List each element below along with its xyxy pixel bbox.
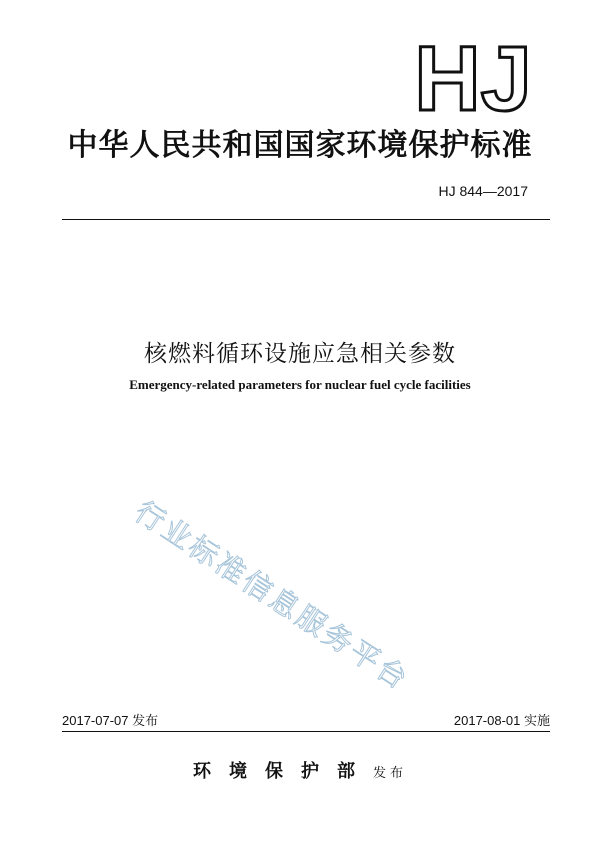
hj-logo — [408, 40, 538, 114]
bottom-divider — [62, 731, 550, 732]
publisher-suffix: 发布 — [372, 766, 407, 781]
top-divider — [62, 219, 550, 220]
hj-logo-graphic — [408, 40, 538, 114]
standard-number: HJ 844—2017 — [438, 183, 528, 199]
issue-date: 2017-07-07 发布 — [62, 713, 159, 728]
publisher-name: 环境保护部 — [192, 761, 373, 782]
document-title-chinese: 核燃料循环设施应急相关参数 — [144, 341, 456, 367]
agency-title: 中华人民共和国国家环境保护标准 — [67, 128, 533, 163]
hj-logo-text: HJ — [414, 40, 532, 114]
publisher — [0, 757, 600, 783]
implementation-date: 2017-08-01 实施 — [453, 713, 550, 728]
watermark-text: 行业标准信息服务平台 — [128, 494, 416, 698]
document-title-english: Emergency-related parameters for nuclear fuel cycle facilities — [129, 377, 471, 392]
